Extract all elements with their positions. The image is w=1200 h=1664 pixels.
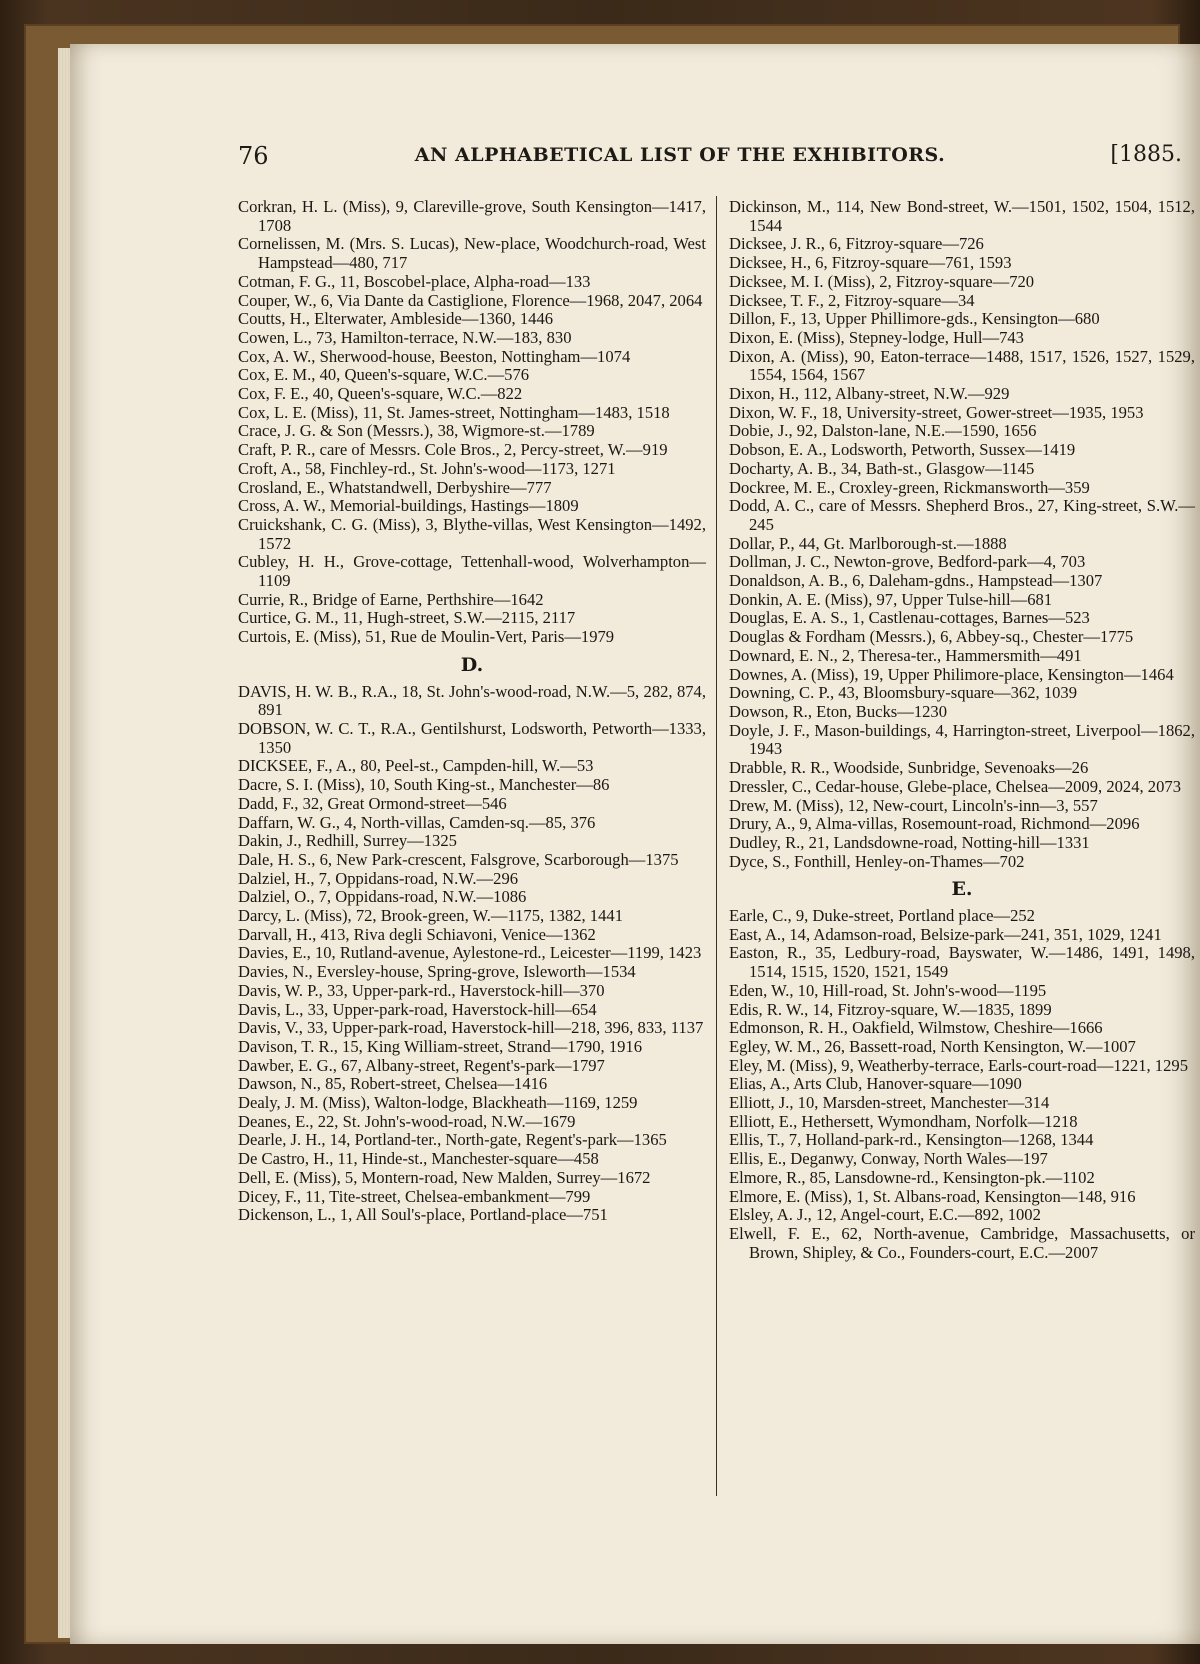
- exhibitor-entry: Cox, L. E. (Miss), 11, St. James-street, Nottingham—1483, 1518: [238, 402, 670, 422]
- exhibitor-entry: Dawson, N., 85, Robert-street, Chelsea—1416: [238, 1074, 548, 1094]
- exhibitor-entry: Dicey, F., 11, Tite-street, Chelsea-embankment—799: [238, 1186, 591, 1206]
- exhibitor-entry: Dacre, S. I. (Miss), 10, South King-st., Manchester—86: [238, 775, 610, 795]
- exhibitor-entry: Egley, W. M., 26, Bassett-road, North Kensington, W.—1007: [729, 1036, 1136, 1056]
- exhibitor-entry: Elmore, E. (Miss), 1, St. Albans-road, Kensington—148, 916: [729, 1186, 1136, 1206]
- exhibitor-entry: Elsley, A. J., 12, Angel-court, E.C.—892, 1002: [729, 1205, 1041, 1225]
- exhibitor-entry: Dollman, J. C., Newton-grove, Bedford-park—4, 703: [729, 552, 1086, 572]
- exhibitor-entry: East, A., 14, Adamson-road, Belsize-park—241, 351, 1029, 1241: [729, 924, 1162, 944]
- exhibitor-entry: Davison, T. R., 15, King William-street, Strand—1790, 1916: [238, 1036, 643, 1056]
- exhibitor-entry: Dicksee, M. I. (Miss), 2, Fitzroy-square—720: [729, 271, 1035, 291]
- exhibitor-entry: Davis, L., 33, Upper-park-road, Haverstock-hill—654: [238, 999, 597, 1019]
- exhibitor-entry: Elmore, R., 85, Lansdowne-rd., Kensington-pk.—1102: [729, 1167, 1095, 1187]
- exhibitor-entry: Craft, P. R., care of Messrs. Cole Bros., 2, Percy-street, W.—919: [238, 440, 668, 460]
- exhibitor-entry: Dixon, H., 112, Albany-street, N.W.—929: [729, 384, 1010, 404]
- exhibitor-entry: Dowson, R., Eton, Bucks—1230: [729, 701, 948, 721]
- exhibitor-entry: Edmonson, R. H., Oakfield, Wilmstow, Cheshire—1666: [729, 1018, 1103, 1038]
- column-rule: [716, 196, 717, 1496]
- exhibitor-entry: Cowen, L., 73, Hamilton-terrace, N.W.—183, 830: [238, 327, 572, 347]
- exhibitor-entry: Dalziel, H., 7, Oppidans-road, N.W.—296: [238, 868, 519, 888]
- exhibitor-entry: Dadd, F., 32, Great Ormond-street—546: [238, 793, 507, 813]
- section-letter: E.: [951, 878, 973, 901]
- exhibitor-entry: Curtois, E. (Miss), 51, Rue de Moulin-Vert, Paris—1979: [238, 627, 615, 647]
- right-column: [729, 198, 1195, 1262]
- exhibitor-entry: Drury, A., 9, Alma-villas, Rosemount-road, Richmond—2096: [729, 814, 1140, 834]
- exhibitor-entry: Edis, R. W., 14, Fitzroy-square, W.—1835, 1899: [729, 999, 1052, 1019]
- exhibitor-entry: Davies, N., Eversley-house, Spring-grove, Isleworth—1534: [238, 962, 636, 982]
- exhibitor-entry: Dawber, E. G., 67, Albany-street, Regent's-park—1797: [238, 1055, 605, 1075]
- exhibitor-entry: Dicksee, J. R., 6, Fitzroy-square—726: [729, 234, 984, 254]
- exhibitor-entry: Elwell, F. E., 62, North-avenue, Cambridge, Massachusetts, or Brown, Shipley, & Co., Founders-court, E.C.—2007: [729, 1223, 1195, 1262]
- exhibitor-entry: Cox, E. M., 40, Queen's-square, W.C.—576: [238, 365, 530, 385]
- exhibitor-entry: DOBSON, W. C. T., R.A., Gentilshurst, Lodsworth, Petworth—1333, 1350: [238, 718, 706, 757]
- exhibitor-entry: Daffarn, W. G., 4, North-villas, Camden-sq.—85, 376: [238, 812, 596, 832]
- exhibitor-entry: Donaldson, A. B., 6, Daleham-gdns., Hampstead—1307: [729, 571, 1103, 591]
- exhibitor-entry: Downing, C. P., 43, Bloomsbury-square—362, 1039: [729, 683, 1078, 703]
- section-letter: D.: [460, 653, 484, 676]
- exhibitor-entry: Donkin, A. E. (Miss), 97, Upper Tulse-hill—681: [729, 589, 1053, 609]
- exhibitor-entry: Dobie, J., 92, Dalston-lane, N.E.—1590, 1656: [729, 421, 1037, 441]
- exhibitor-entry: Dockree, M. E., Croxley-green, Rickmansworth—359: [729, 477, 1090, 497]
- exhibitor-entry: Drew, M. (Miss), 12, New-court, Lincoln's-inn—3, 557: [729, 795, 1098, 815]
- exhibitor-entry: Downard, E. N., 2, Theresa-ter., Hammersmith—491: [729, 645, 1082, 665]
- exhibitor-entry: Cotman, F. G., 11, Boscobel-place, Alpha-road—133: [238, 271, 591, 291]
- exhibitor-entry: Dickinson, M., 114, New Bond-street, W.—1501, 1502, 1504, 1512, 1544: [729, 197, 1195, 235]
- exhibitor-entry: Crosland, E., Whatstandwell, Derbyshire—777: [238, 477, 552, 497]
- exhibitor-entry: Eden, W., 10, Hill-road, St. John's-wood—1195: [729, 980, 1047, 1000]
- exhibitor-entry: Dyce, S., Fonthill, Henley-on-Thames—702: [729, 851, 1025, 871]
- exhibitor-entry: Dollar, P., 44, Gt. Marlborough-st.—1888: [729, 533, 1007, 553]
- exhibitor-entry: Croft, A., 58, Finchley-rd., St. John's-wood—1173, 1271: [238, 458, 616, 478]
- exhibitor-entry: Davis, W. P., 33, Upper-park-rd., Haverstock-hill—370: [238, 980, 605, 1000]
- exhibitor-entry: Dodd, A. C., care of Messrs. Shepherd Bros., 27, King-street, S.W.—245: [729, 496, 1195, 534]
- year-marker: [1885.: [1110, 142, 1182, 167]
- exhibitor-entry: Cox, A. W., Sherwood-house, Beeston, Nottingham—1074: [238, 346, 631, 366]
- exhibitor-entry: DICKSEE, F., A., 80, Peel-st., Campden-hill, W.—53: [238, 756, 594, 776]
- exhibitor-entry: Dell, E. (Miss), 5, Montern-road, New Malden, Surrey—1672: [238, 1167, 651, 1187]
- exhibitor-entry: Couper, W., 6, Via Dante da Castiglione, Florence—1968, 2047, 2064: [238, 290, 703, 310]
- exhibitor-entry: Cross, A. W., Memorial-buildings, Hastings—1809: [238, 496, 579, 516]
- exhibitor-entry: Dakin, J., Redhill, Surrey—1325: [238, 831, 457, 851]
- running-head: [170, 140, 1200, 180]
- exhibitor-entry: Dillon, F., 13, Upper Phillimore-gds., Kensington—680: [729, 309, 1100, 329]
- exhibitor-entry: Dickenson, L., 1, All Soul's-place, Portland-place—751: [238, 1205, 608, 1225]
- exhibitor-entry: Dobson, E. A., Lodsworth, Petworth, Sussex—1419: [729, 440, 1076, 460]
- exhibitor-entry: Eley, M. (Miss), 9, Weatherby-terrace, Earls-court-road—1221, 1295: [729, 1055, 1188, 1075]
- exhibitor-entry: Davies, E., 10, Rutland-avenue, Aylestone-rd., Leicester—1199, 1423: [238, 943, 702, 963]
- exhibitor-entry: Doyle, J. F., Mason-buildings, 4, Harrington-street, Liverpool—1862, 1943: [729, 720, 1195, 759]
- exhibitor-entry: Dale, H. S., 6, New Park-crescent, Falsgrove, Scarborough—1375: [238, 849, 679, 869]
- exhibitor-entry: Elias, A., Arts Club, Hanover-square—1090: [729, 1074, 1022, 1094]
- exhibitor-entry: Coutts, H., Elterwater, Ambleside—1360, 1446: [238, 309, 554, 329]
- exhibitor-entry: De Castro, H., 11, Hinde-st., Manchester-square—458: [238, 1149, 599, 1169]
- exhibitor-entry: Ellis, E., Deganwy, Conway, North Wales—197: [729, 1149, 1048, 1169]
- exhibitor-entry: Darcy, L. (Miss), 72, Brook-green, W.—1175, 1382, 1441: [238, 906, 623, 926]
- exhibitor-entry: Cox, F. E., 40, Queen's-square, W.C.—822: [238, 384, 523, 404]
- exhibitor-entry: Cornelissen, M. (Mrs. S. Lucas), New-place, Woodchurch-road, West Hampstead—480, 717: [238, 234, 706, 273]
- exhibitor-entry: Elliott, E., Hethersett, Wymondham, Norfolk—1218: [729, 1111, 1078, 1131]
- exhibitor-entry: Deanes, E., 22, St. John's-wood-road, N.W.—1679: [238, 1111, 576, 1131]
- exhibitor-entry: Dealy, J. M. (Miss), Walton-lodge, Blackheath—1169, 1259: [238, 1093, 638, 1113]
- exhibitor-entry: Downes, A. (Miss), 19, Upper Philimore-place, Kensington—1464: [729, 664, 1174, 684]
- exhibitor-entry: Dressler, C., Cedar-house, Glebe-place, Chelsea—2009, 2024, 2073: [729, 776, 1181, 796]
- exhibitor-entry: Cruickshank, C. G. (Miss), 3, Blythe-villas, West Kensington—1492, 1572: [238, 514, 706, 553]
- exhibitor-entry: Dicksee, H., 6, Fitzroy-square—761, 1593: [729, 253, 1012, 273]
- exhibitor-entry: Elliott, J., 10, Marsden-street, Manchester—314: [729, 1093, 1050, 1113]
- exhibitor-entry: Dixon, E. (Miss), Stepney-lodge, Hull—743: [729, 327, 1024, 347]
- exhibitor-entry: DAVIS, H. W. B., R.A., 18, St. John's-wood-road, N.W.—5, 282, 874, 891: [238, 681, 706, 720]
- exhibitor-entry: Crace, J. G. & Son (Messrs.), 38, Wigmore-st.—1789: [238, 421, 595, 441]
- exhibitor-entry: Ellis, T., 7, Holland-park-rd., Kensington—1268, 1344: [729, 1130, 1094, 1150]
- exhibitor-entry: Dicksee, T. F., 2, Fitzroy-square—34: [729, 290, 975, 310]
- exhibitor-entry: Douglas, E. A. S., 1, Castlenau-cottages, Barnes—523: [729, 608, 1090, 628]
- exhibitor-entry: Davis, V., 33, Upper-park-road, Haverstock-hill—218, 396, 833, 1137: [238, 1018, 704, 1038]
- exhibitor-entry: Dalziel, O., 7, Oppidans-road, N.W.—1086: [238, 887, 527, 907]
- exhibitor-entry: Drabble, R. R., Woodside, Sunbridge, Sevenoaks—26: [729, 758, 1089, 778]
- exhibitor-entry: Currie, R., Bridge of Earne, Perthshire—1642: [238, 589, 544, 609]
- page-title: AN ALPHABETICAL LIST OF THE EXHIBITORS.: [414, 144, 946, 166]
- exhibitor-entry: Darvall, H., 413, Riva degli Schiavoni, Venice—1362: [238, 924, 596, 944]
- exhibitor-entry: Curtice, G. M., 11, Hugh-street, S.W.—2115, 2117: [238, 608, 576, 628]
- exhibitor-entry: Dixon, A. (Miss), 90, Eaton-terrace—1488, 1517, 1526, 1527, 1529, 1554, 1564, 1567: [729, 346, 1195, 385]
- left-column: [238, 198, 706, 1225]
- page-number: 76: [238, 142, 269, 170]
- exhibitor-entry: Corkran, H. L. (Miss), 9, Clareville-grove, South Kensington—1417, 1708: [238, 197, 706, 235]
- exhibitor-entry: Earle, C., 9, Duke-street, Portland place—252: [729, 906, 1035, 926]
- exhibitor-entry: Dixon, W. F., 18, University-street, Gower-street—1935, 1953: [729, 402, 1144, 422]
- exhibitor-entry: Cubley, H. H., Grove-cottage, Tettenhall-wood, Wolverhampton—1109: [238, 552, 706, 591]
- exhibitor-entry: Docharty, A. B., 34, Bath-st., Glasgow—1145: [729, 458, 1035, 478]
- exhibitor-entry: Easton, R., 35, Ledbury-road, Bayswater, W.—1486, 1491, 1498, 1514, 1515, 1520, 1521, 1549: [729, 943, 1195, 982]
- exhibitor-entry: Dudley, R., 21, Landsdowne-road, Notting-hill—1331: [729, 832, 1090, 852]
- exhibitor-entry: Dearle, J. H., 14, Portland-ter., North-gate, Regent's-park—1365: [238, 1130, 667, 1150]
- exhibitor-entry: Douglas & Fordham (Messrs.), 6, Abbey-sq., Chester—1775: [729, 627, 1134, 647]
